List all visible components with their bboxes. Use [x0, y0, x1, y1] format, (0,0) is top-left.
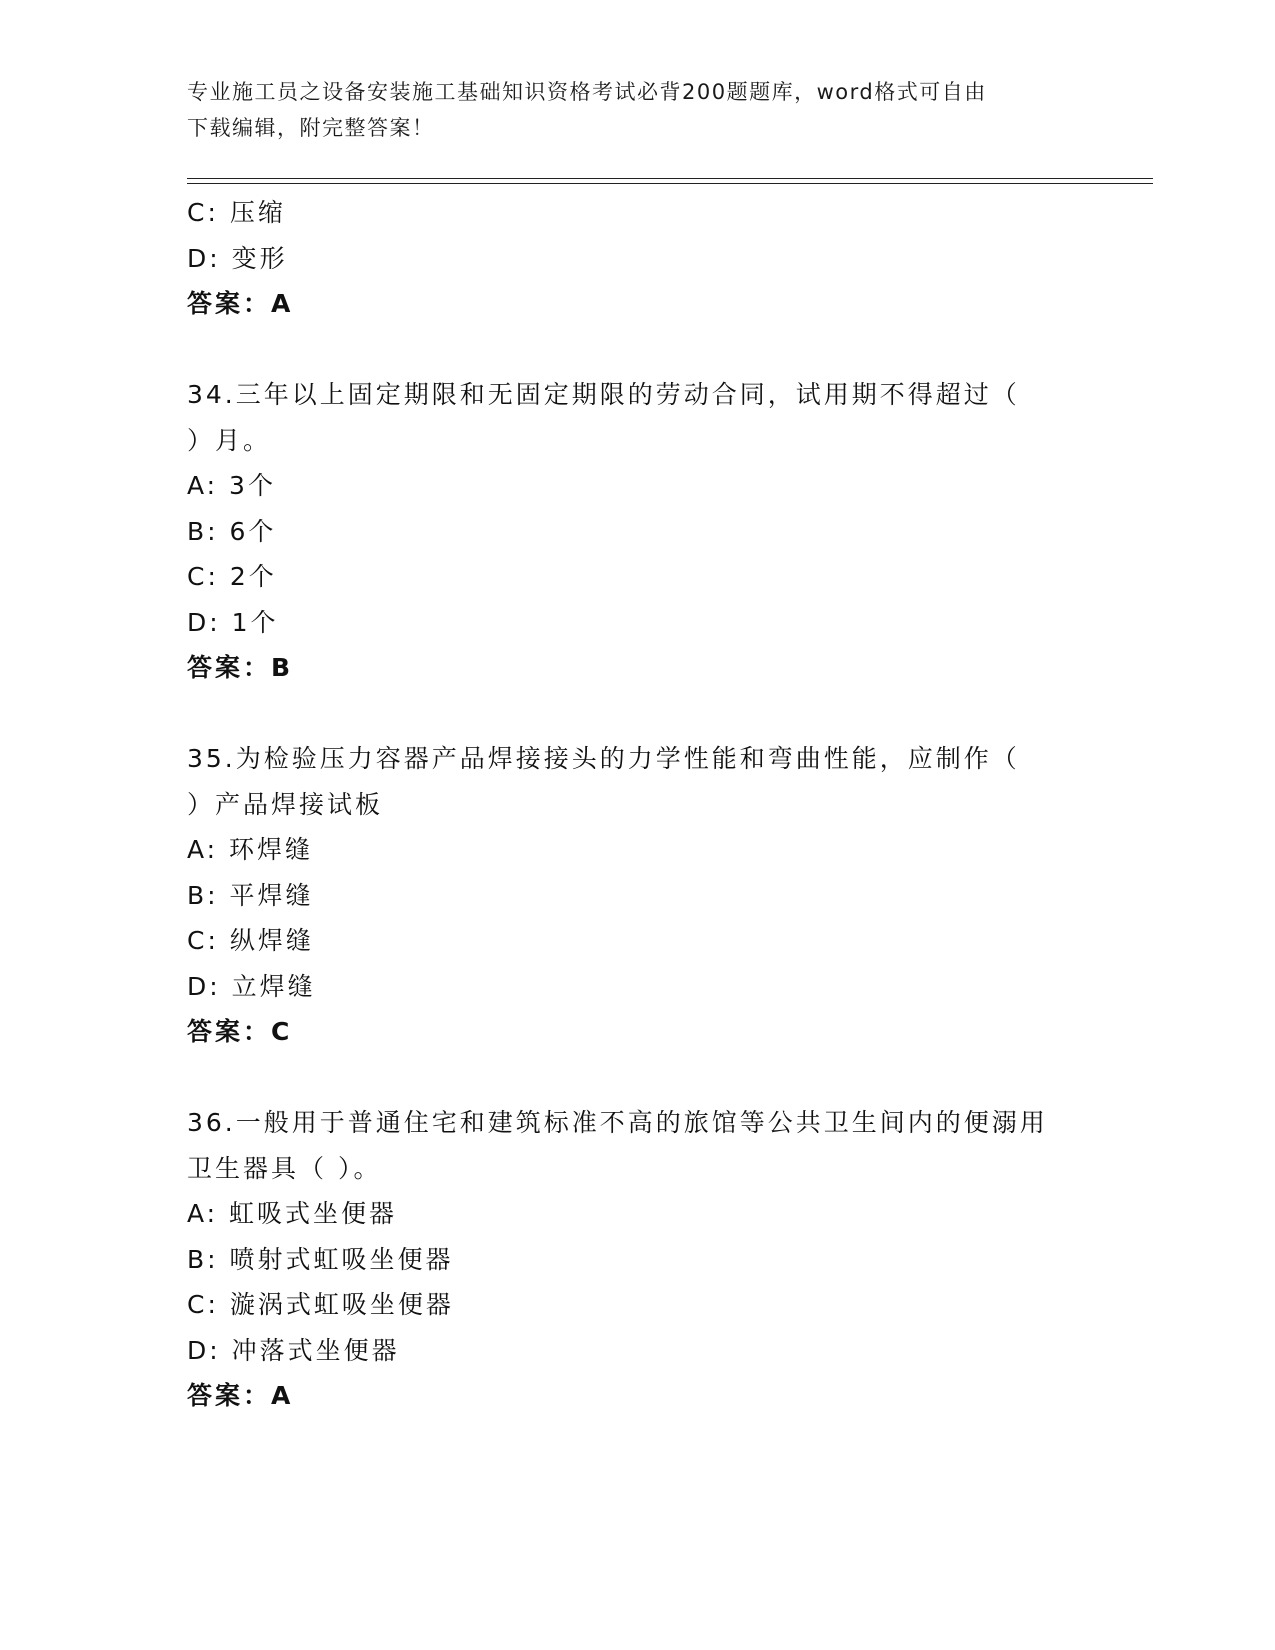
page-header	[187, 74, 1067, 146]
option-c: C: 2个	[187, 562, 277, 591]
question-34	[187, 372, 1087, 691]
spacer	[187, 691, 1087, 737]
spacer	[187, 327, 1087, 373]
header-rule-bottom	[187, 183, 1153, 184]
option-a: A: 3个	[187, 471, 276, 500]
answer: 答案：A	[187, 289, 294, 318]
option-c: C: 漩涡式虹吸坐便器	[187, 1290, 454, 1319]
option-d: D: 1个	[187, 607, 279, 637]
answer: 答案：C	[187, 1017, 293, 1046]
option-b: B: 平焊缝	[187, 880, 314, 910]
option-d: D: 变形	[187, 243, 288, 273]
question-35	[187, 736, 1087, 1055]
answer: 答案：A	[187, 1381, 294, 1410]
option-b: B: 喷射式虹吸坐便器	[187, 1244, 454, 1274]
option-d: D: 立焊缝	[187, 971, 316, 1001]
question-text-cont: ）月。	[187, 425, 272, 455]
option-c: C: 压缩	[187, 198, 286, 227]
answer: 答案：B	[187, 653, 294, 682]
question-text-cont: ）产品焊接试板	[187, 789, 384, 819]
spacer	[187, 1055, 1087, 1101]
question-text: 36.一般用于普通住宅和建筑标准不高的旅馆等公共卫生间内的便溺用	[187, 1108, 1048, 1137]
question-text-cont: 卫生器具（ ）。	[187, 1153, 382, 1183]
option-b: B: 6个	[187, 516, 277, 546]
option-a: A: 环焊缝	[187, 835, 314, 864]
header-rule-top	[187, 178, 1153, 179]
header-line-1: 专业施工员之设备安装施工基础知识资格考试必背200题题库，word格式可自由	[187, 80, 987, 104]
option-a: A: 虹吸式坐便器	[187, 1199, 398, 1228]
question-text: 35.为检验压力容器产品焊接接头的力学性能和弯曲性能，应制作（	[187, 744, 1020, 773]
previous-question-tail	[187, 190, 1087, 327]
question-text: 34.三年以上固定期限和无固定期限的劳动合同，试用期不得超过（	[187, 380, 1020, 409]
question-36	[187, 1100, 1087, 1419]
option-d: D: 冲落式坐便器	[187, 1335, 400, 1365]
document-body	[187, 190, 1087, 1419]
header-line-2: 下载编辑，附完整答案！	[187, 116, 435, 140]
option-c: C: 纵焊缝	[187, 926, 314, 955]
